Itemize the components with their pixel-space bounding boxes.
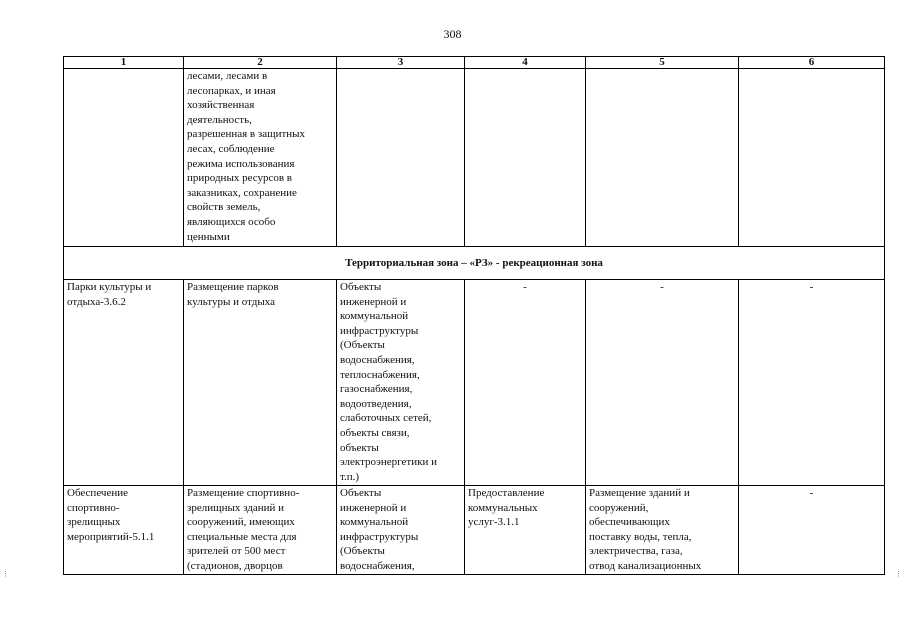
zone-title: Территориальная зона – «РЗ» - рекреационная зона [64, 247, 885, 280]
column-header-3: 3 [337, 57, 465, 69]
column-header-4: 4 [465, 57, 586, 69]
table-cell: Парки культуры и отдыха-3.6.2 [64, 280, 184, 486]
column-header-1: 1 [64, 57, 184, 69]
table-cell: Объекты инженерной и коммунальной инфраструктуры (Объекты водоснабжения, теплоснабжения, газоснабжения, водоотведения, слаботочных сетей, объекты связи, объекты электроэнергетики и т.п.) [337, 280, 465, 486]
table-cell [337, 69, 465, 247]
land-use-table [63, 56, 885, 575]
table-cell [465, 69, 586, 247]
table-cell [739, 69, 885, 247]
table-cell: Размещение зданий и сооружений, обеспечивающих поставку воды, тепла, электричества, газа, отвод канализационных [586, 486, 739, 575]
table-row-sport [64, 486, 885, 575]
table-cell [586, 69, 739, 247]
scan-margin-mark-left: ⋮ [2, 570, 9, 578]
table-cell: - [739, 486, 885, 575]
scan-margin-mark-right: ⋮ [895, 570, 902, 578]
table-cell: лесами, лесами в лесопарках, и иная хозяйственная деятельность, разрешенная в защитных лесах, соблюдение режима использования природных ресурсов в заказниках, сохранение свойств земель, являющихся особо ценными [184, 69, 337, 247]
table-cell [64, 69, 184, 247]
zone-heading-row [64, 247, 885, 280]
table-cell: Объекты инженерной и коммунальной инфраструктуры (Объекты водоснабжения, [337, 486, 465, 575]
table-cell: - [739, 280, 885, 486]
table-cell: - [465, 280, 586, 486]
table-row-parks [64, 280, 885, 486]
table-cell: - [586, 280, 739, 486]
table-cell: Обеспечение спортивно- зрелищных мероприятий-5.1.1 [64, 486, 184, 575]
table-cell: Размещение парков культуры и отдыха [184, 280, 337, 486]
column-header-5: 5 [586, 57, 739, 69]
table-cell: Предоставление коммунальных услуг-3.1.1 [465, 486, 586, 575]
table-cell: Размещение спортивно- зрелищных зданий и сооружений, имеющих специальные места для зрителей от 500 мест (стадионов, дворцов [184, 486, 337, 575]
column-number-row [64, 57, 885, 69]
column-header-2: 2 [184, 57, 337, 69]
column-header-6: 6 [739, 57, 885, 69]
table-row-continuation [64, 69, 885, 247]
page-number: 308 [443, 27, 462, 41]
